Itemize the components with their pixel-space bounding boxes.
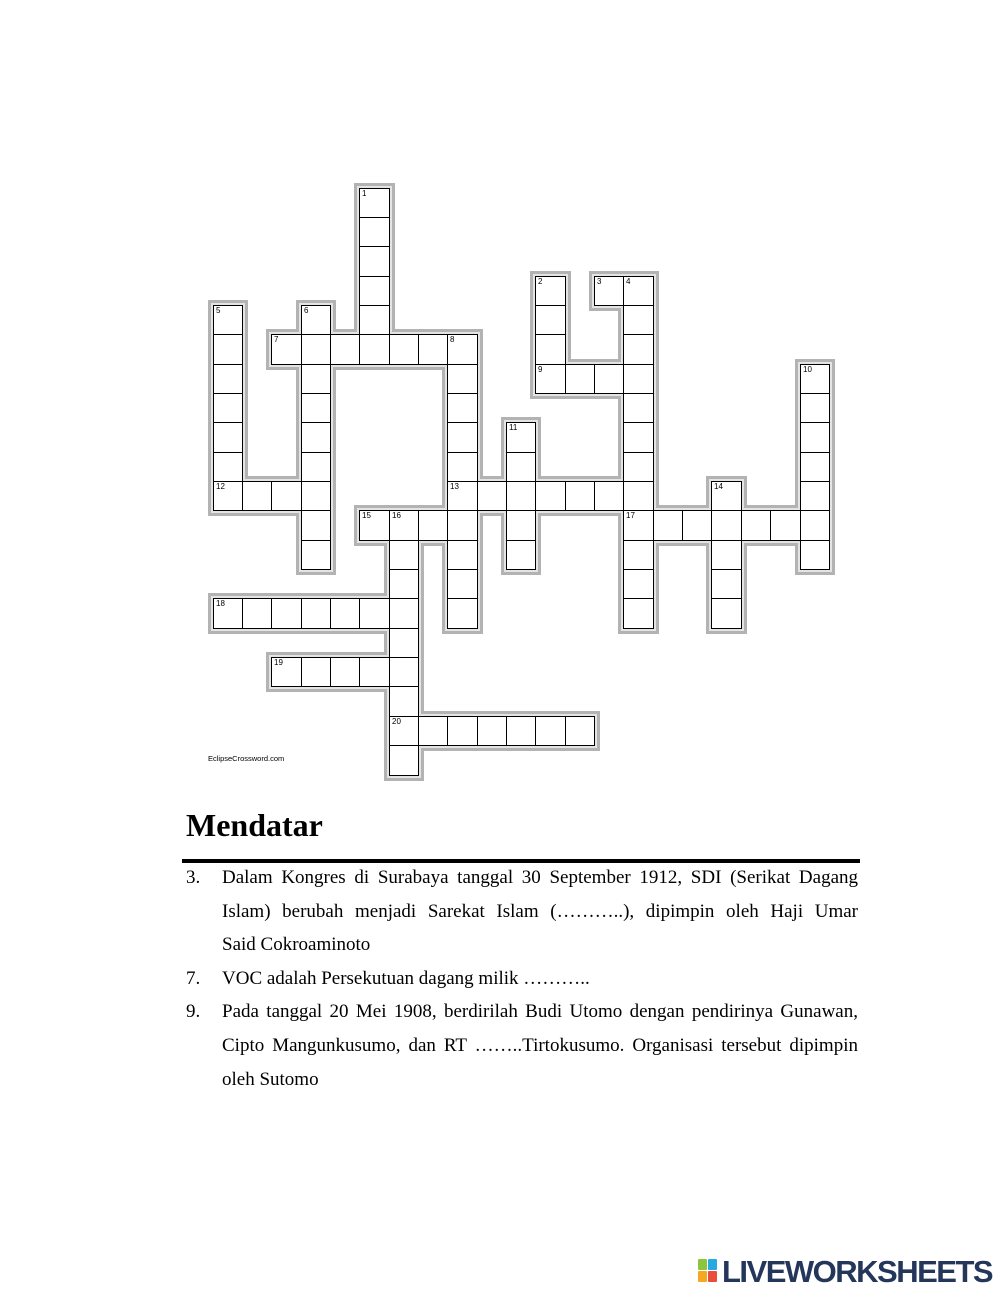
crossword-cell[interactable] bbox=[623, 276, 654, 306]
crossword-cell[interactable] bbox=[389, 716, 419, 746]
crossword-cell[interactable] bbox=[301, 657, 331, 687]
crossword-cell[interactable] bbox=[506, 510, 536, 541]
clue-line: Said Cokroaminoto bbox=[222, 934, 371, 956]
crossword-cell[interactable] bbox=[389, 510, 419, 541]
cell-number-label: 18 bbox=[216, 599, 225, 608]
clue-item bbox=[186, 962, 858, 996]
cell-number-label: 10 bbox=[803, 365, 812, 374]
crossword-cell[interactable] bbox=[271, 481, 302, 511]
crossword-cell[interactable] bbox=[271, 334, 302, 365]
crossword-cell[interactable] bbox=[623, 305, 654, 335]
crossword-cell[interactable] bbox=[359, 657, 390, 687]
crossword-cell[interactable] bbox=[213, 422, 243, 453]
crossword-cell[interactable] bbox=[447, 569, 478, 599]
cell-number-label: 1 bbox=[362, 189, 367, 198]
crossword-cell[interactable] bbox=[301, 305, 331, 335]
crossword-cell[interactable] bbox=[447, 452, 478, 482]
crossword-cell[interactable] bbox=[711, 481, 742, 511]
cell-number-label: 16 bbox=[392, 511, 401, 520]
across-clue-list bbox=[186, 861, 858, 1096]
crossword-cell[interactable] bbox=[213, 598, 243, 629]
crossword-cell[interactable] bbox=[389, 598, 419, 629]
crossword-cell[interactable] bbox=[800, 540, 830, 570]
crossword-cell[interactable] bbox=[565, 364, 595, 394]
crossword-cell[interactable] bbox=[535, 276, 566, 306]
crossword-cell[interactable] bbox=[301, 364, 331, 394]
clue-line: Pada tanggal 20 Mei 1908, berdirilah Budi Utomo dengan pendirinya Gunawan, bbox=[222, 1001, 858, 1023]
cell-number-label: 2 bbox=[538, 277, 543, 286]
cell-number-label: 5 bbox=[216, 306, 221, 315]
crossword-cell[interactable] bbox=[653, 510, 683, 541]
cell-number-label: 13 bbox=[450, 482, 459, 491]
crossword-cell[interactable] bbox=[389, 540, 419, 570]
clue-number: 7. bbox=[186, 967, 201, 989]
crossword-cell[interactable] bbox=[447, 540, 478, 570]
crossword-cell[interactable] bbox=[623, 364, 654, 394]
crossword-cell[interactable] bbox=[301, 452, 331, 482]
clue-line: Cipto Mangunkusumo, dan RT ……..Tirtokusumo. Organisasi tersebut dipimpin bbox=[222, 1034, 858, 1056]
crossword-cell[interactable] bbox=[565, 716, 595, 746]
clue-text bbox=[222, 861, 858, 962]
crossword-cell[interactable] bbox=[800, 364, 830, 394]
crossword-cell[interactable] bbox=[301, 481, 331, 511]
cell-number-label: 11 bbox=[509, 423, 518, 432]
cell-number-label: 3 bbox=[597, 277, 602, 286]
crossword-cell[interactable] bbox=[213, 334, 243, 365]
crossword-cell[interactable] bbox=[800, 510, 830, 541]
crossword-cell[interactable] bbox=[682, 510, 712, 541]
crossword-cell[interactable] bbox=[301, 422, 331, 453]
crossword-cell[interactable] bbox=[506, 452, 536, 482]
cell-number-label: 7 bbox=[274, 335, 279, 344]
crossword-cell[interactable] bbox=[389, 334, 419, 365]
crossword-cell[interactable] bbox=[594, 276, 624, 306]
cell-number-label: 12 bbox=[216, 482, 225, 491]
crossword-cell[interactable] bbox=[213, 364, 243, 394]
crossword-cell[interactable] bbox=[213, 393, 243, 423]
crossword-cell[interactable] bbox=[301, 393, 331, 423]
cell-number-label: 17 bbox=[626, 511, 635, 520]
cell-number-label: 20 bbox=[392, 717, 401, 726]
crossword-cell[interactable] bbox=[242, 481, 272, 511]
crossword-cell[interactable] bbox=[418, 510, 448, 541]
crossword-cell[interactable] bbox=[506, 716, 536, 746]
crossword-cell[interactable] bbox=[389, 628, 419, 658]
clue-number: 9. bbox=[186, 1001, 201, 1023]
liveworksheets-logo-icon bbox=[698, 1259, 717, 1282]
crossword-cell[interactable] bbox=[623, 393, 654, 423]
crossword-cell[interactable] bbox=[594, 364, 624, 394]
crossword-cell[interactable] bbox=[447, 334, 478, 365]
crossword-cell[interactable] bbox=[535, 716, 566, 746]
clue-number: 3. bbox=[186, 867, 201, 888]
cell-number-label: 14 bbox=[714, 482, 723, 491]
crossword-cell[interactable] bbox=[477, 716, 507, 746]
crossword-cell[interactable] bbox=[389, 569, 419, 599]
crossword-cell[interactable] bbox=[800, 481, 830, 511]
crossword-cell[interactable] bbox=[213, 305, 243, 335]
crossword-cell[interactable] bbox=[330, 657, 360, 687]
crossword-cell[interactable] bbox=[359, 246, 390, 277]
crossword-cell[interactable] bbox=[301, 334, 331, 365]
crossword-cell[interactable] bbox=[623, 510, 654, 541]
crossword-cell[interactable] bbox=[242, 598, 272, 629]
crossword-cell[interactable] bbox=[359, 305, 390, 335]
crossword-cell[interactable] bbox=[359, 510, 390, 541]
crossword-cell[interactable] bbox=[623, 334, 654, 365]
crossword-cell[interactable] bbox=[711, 540, 742, 570]
crossword-cell[interactable] bbox=[506, 481, 536, 511]
cell-number-label: 19 bbox=[274, 658, 283, 667]
cell-number-label: 4 bbox=[626, 277, 631, 286]
crossword-cell[interactable] bbox=[623, 598, 654, 629]
crossword-cell[interactable] bbox=[389, 686, 419, 717]
cell-number-label: 9 bbox=[538, 365, 543, 374]
crossword-cell[interactable] bbox=[506, 422, 536, 453]
logo-tile bbox=[708, 1271, 717, 1282]
crossword-cell[interactable] bbox=[800, 393, 830, 423]
crossword-cell[interactable] bbox=[535, 334, 566, 365]
crossword-cell[interactable] bbox=[741, 510, 771, 541]
clue-text bbox=[222, 995, 858, 1096]
crossword-cell[interactable] bbox=[271, 657, 302, 687]
crossword-cell[interactable] bbox=[447, 510, 478, 541]
crossword-cell[interactable] bbox=[477, 481, 507, 511]
cell-number-label: 15 bbox=[362, 511, 371, 520]
logo-tile bbox=[708, 1259, 717, 1270]
crossword-cell[interactable] bbox=[359, 276, 390, 306]
clue-text bbox=[222, 962, 858, 996]
crossword-cell[interactable] bbox=[447, 393, 478, 423]
crossword-cell[interactable] bbox=[770, 510, 801, 541]
crossword-cell[interactable] bbox=[623, 452, 654, 482]
crossword-cell[interactable] bbox=[535, 364, 566, 394]
crossword-cell[interactable] bbox=[535, 305, 566, 335]
crossword-cell[interactable] bbox=[800, 452, 830, 482]
crossword-cell[interactable] bbox=[711, 510, 742, 541]
crossword-cell[interactable] bbox=[447, 598, 478, 629]
crossword-cell[interactable] bbox=[301, 540, 331, 570]
logo-tile bbox=[698, 1271, 707, 1282]
clue-line: Dalam Kongres di Surabaya tanggal 30 September 1912, SDI (Serikat Dagang bbox=[222, 867, 858, 888]
crossword-cell[interactable] bbox=[359, 598, 390, 629]
crossword-cell[interactable] bbox=[359, 334, 390, 365]
crossword-cell[interactable] bbox=[330, 334, 360, 365]
clue-item bbox=[186, 861, 858, 962]
crossword-cell[interactable] bbox=[271, 598, 302, 629]
crossword-cell[interactable] bbox=[447, 364, 478, 394]
crossword-cell[interactable] bbox=[447, 716, 478, 746]
crossword-cell[interactable] bbox=[418, 716, 448, 746]
crossword-cell[interactable] bbox=[418, 334, 448, 365]
crossword-cell[interactable] bbox=[389, 745, 419, 776]
section-heading-across: Mendatar bbox=[186, 807, 323, 843]
crossword-cell[interactable] bbox=[213, 452, 243, 482]
crossword-cell[interactable] bbox=[447, 481, 478, 511]
clue-line: oleh Sutomo bbox=[222, 1068, 319, 1090]
crossword-cell[interactable] bbox=[594, 481, 624, 511]
clue-line: Islam) berubah menjadi Sarekat Islam (………..), dipimpin oleh Haji Umar bbox=[222, 900, 858, 922]
brand-name: LIVEWORKSHEETS bbox=[722, 1254, 993, 1289]
crossword-cell[interactable] bbox=[711, 569, 742, 599]
crossword-cell[interactable] bbox=[447, 422, 478, 453]
crossword-cell[interactable] bbox=[330, 598, 360, 629]
crossword-credit: EclipseCrossword.com bbox=[208, 754, 285, 763]
crossword-cell[interactable] bbox=[359, 217, 390, 247]
crossword-cell[interactable] bbox=[565, 481, 595, 511]
crossword-cell[interactable] bbox=[301, 510, 331, 541]
crossword-cell[interactable] bbox=[623, 569, 654, 599]
crossword-cell[interactable] bbox=[623, 540, 654, 570]
cell-number-label: 6 bbox=[304, 306, 309, 315]
crossword-cell[interactable] bbox=[213, 481, 243, 511]
logo-tile bbox=[698, 1259, 707, 1270]
crossword-cell[interactable] bbox=[389, 657, 419, 687]
crossword-cell[interactable] bbox=[359, 188, 390, 218]
clue-line: VOC adalah Persekutuan dagang milik ……….. bbox=[222, 967, 590, 989]
crossword-cell[interactable] bbox=[800, 422, 830, 453]
crossword-cell[interactable] bbox=[711, 598, 742, 629]
cell-number-label: 8 bbox=[450, 335, 455, 344]
crossword-cell[interactable] bbox=[535, 481, 566, 511]
crossword-cell[interactable] bbox=[301, 598, 331, 629]
crossword-cell[interactable] bbox=[623, 422, 654, 453]
clue-item bbox=[186, 995, 858, 1096]
crossword-cell[interactable] bbox=[623, 481, 654, 511]
crossword-cell[interactable] bbox=[506, 540, 536, 570]
